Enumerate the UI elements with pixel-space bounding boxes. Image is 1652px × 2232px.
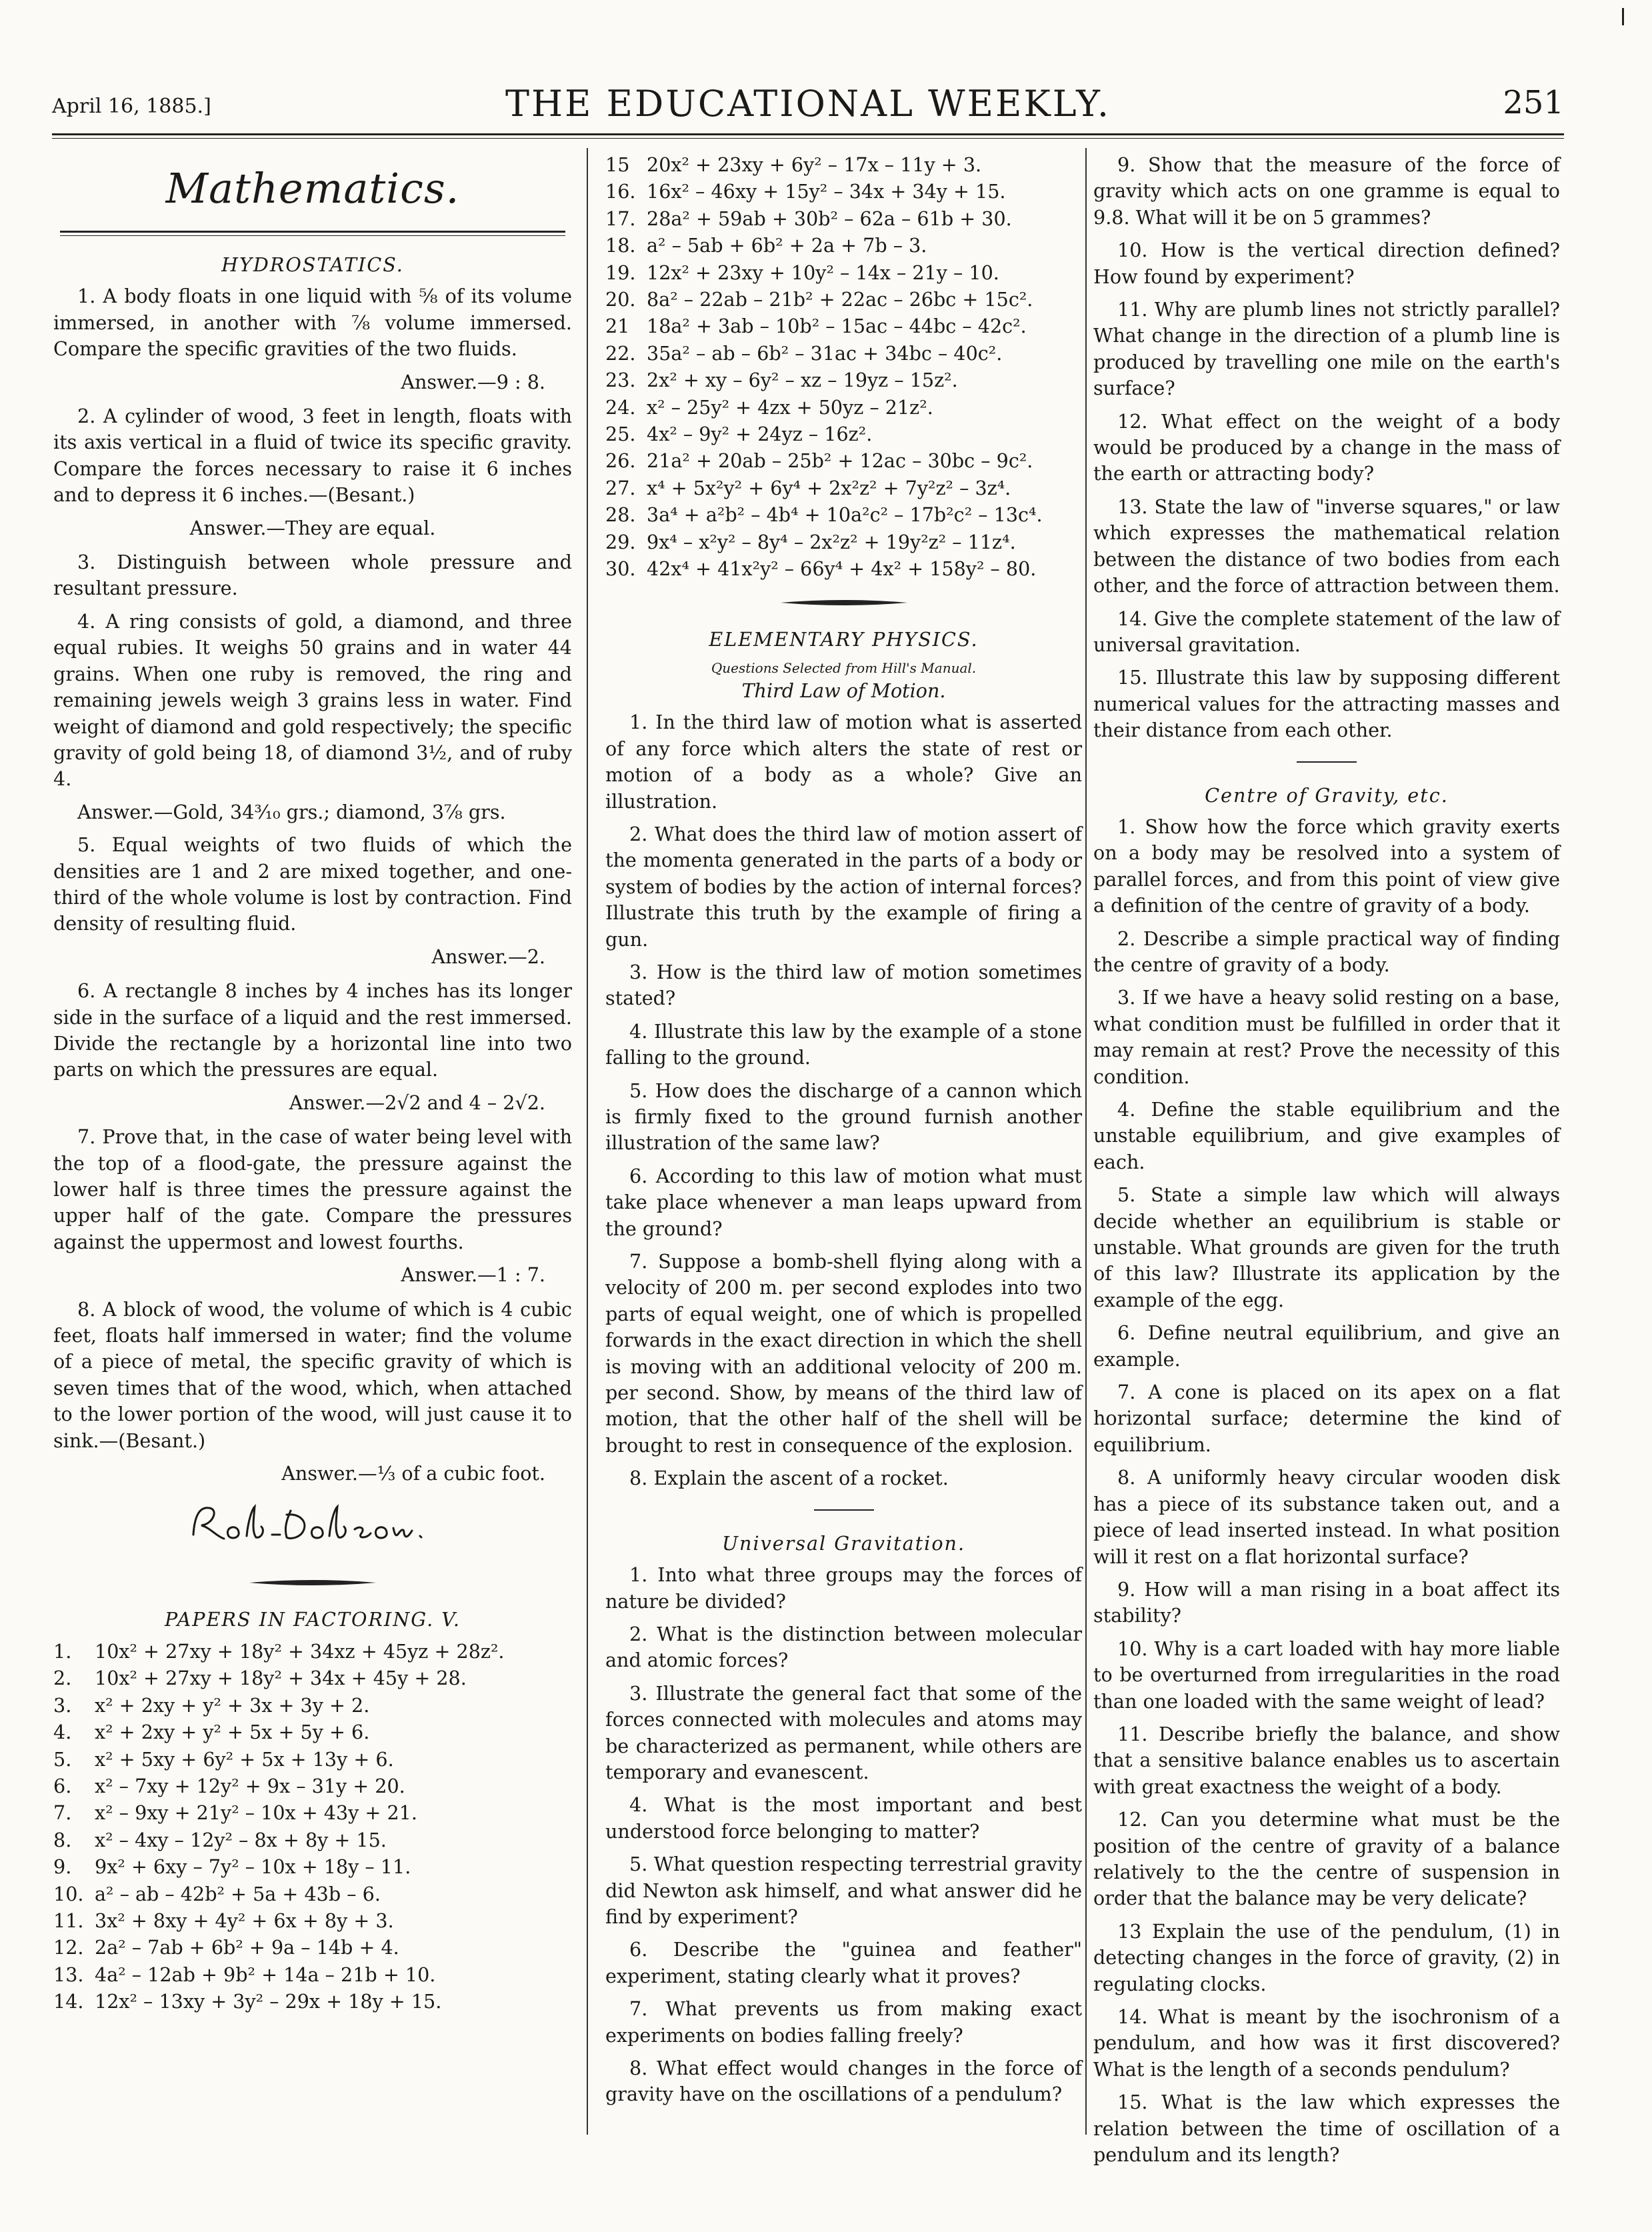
item-expression: 3x² + 8xy + 4y² + 6x + 8y + 3.	[95, 1909, 394, 1932]
answer: Answer.—⅓ of a cubic foot.	[281, 1462, 545, 1485]
item-expression: a² – ab – 42b² + 5a + 43b – 6.	[95, 1882, 381, 1905]
section-title: Mathematics.	[165, 164, 460, 213]
factoring-item	[53, 1747, 572, 1773]
item-number: 1.	[53, 1639, 72, 1663]
item-expression: a² – 5ab + 6b² + 2a + 7b – 3.	[647, 234, 927, 257]
question: 12. Can you determine what must be the position of the centre of gravity of a balance relatively to the the centre of suspension in order that the balance may be very delicate?	[1093, 1808, 1560, 1910]
item-expression: 12x² – 13xy + 3y² – 29x + 18y + 15.	[95, 1990, 442, 2013]
gravitation-heading: Universal Gravitation.	[721, 1531, 966, 1555]
question: 9. Show that the measure of the force of gravity which acts on one gramme is equal to 9.8. What will it be on 5 grammes?	[1093, 153, 1560, 229]
answer: Answer.—They are equal.	[189, 516, 436, 539]
question: 6. Describe the "guinea and feather" experiment, stating clearly what it proves?	[605, 1938, 1082, 1987]
physics-questions	[605, 709, 1082, 1491]
physics-heading: ELEMENTARY PHYSICS.	[709, 627, 979, 651]
factoring-item	[53, 1800, 572, 1826]
factoring-item	[605, 367, 1082, 393]
centre-of-gravity-questions	[1093, 814, 1560, 2169]
question: 4. Illustrate this law by the example of a stone falling to the ground.	[605, 1019, 1082, 1069]
item-number: 14.	[53, 1990, 84, 2013]
item-number: 2.	[53, 1667, 72, 1690]
factoring-item	[605, 179, 1082, 205]
factoring-item	[605, 475, 1082, 501]
item-expression: x² + 2xy + y² + 5x + 5y + 6.	[95, 1721, 370, 1744]
item-number: 29.	[605, 530, 636, 553]
item-expression: x⁴ + 5x²y² + 6y⁴ + 2x²z² + 7y²z² – 3z⁴.	[647, 476, 1011, 499]
column-left	[53, 152, 572, 2016]
question: 9. How will a man rising in a boat affect its stability?	[1093, 1577, 1560, 1627]
item-expression: 2x² + xy – 6y² – xz – 19yz – 15z².	[647, 369, 958, 392]
answer: Answer.—Gold, 34³⁄₁₀ grs.; diamond, 3⅞ grs.	[77, 800, 506, 823]
problem: 4. A ring consists of gold, a diamond, and three equal rubies. It weighs 50 grains and in water 44 grains. When one ruby is removed, the ring and remaining jewels weigh 3 grains less in water. Find weight of diamond and gold respectively; the specific gravity of gold being 18, of diamond 3½, and of ruby 4.	[53, 609, 572, 791]
factoring-list	[53, 1639, 572, 2015]
item-number: 13.	[53, 1963, 84, 1986]
item-number: 26.	[605, 449, 636, 473]
factoring-item	[53, 1935, 572, 1961]
factoring-item	[605, 233, 1082, 259]
item-number: 23.	[605, 369, 636, 392]
factoring-item	[53, 1962, 572, 1988]
item-number: 10.	[53, 1882, 84, 1905]
factoring-item	[53, 1989, 572, 2015]
item-expression: 16x² – 46xy + 15y² – 34x + 34y + 15.	[647, 180, 1006, 203]
problem: 6. A rectangle 8 inches by 4 inches has its longer side in the surface of a liquid and the rest immersed. Divide the rectangle by a horizontal line into two parts on which the pressures are equal.	[53, 979, 572, 1081]
item-number: 22.	[605, 341, 636, 365]
item-expression: x² + 2xy + y² + 3x + 3y + 2.	[95, 1693, 370, 1717]
item-expression: x² + 5xy + 6y² + 5x + 13y + 6.	[95, 1747, 394, 1771]
item-expression: x² – 7xy + 12y² + 9x – 31y + 20.	[95, 1774, 405, 1797]
question: 7. Suppose a bomb-shell flying along with a velocity of 200 m. per second explodes into two parts of equal weight, one of which is propelled forwards in the exact direction in which the shell is moving with an additional velocity of 200 m. per second. Show, by means of the third law of motion, that the other half of the shell will be brought to rest in consequence of the explosion.	[605, 1250, 1082, 1457]
item-number: 15	[605, 153, 630, 176]
centre-of-gravity-heading: Centre of Gravity, etc.	[1205, 783, 1449, 807]
item-expression: 35a² – ab – 6b² – 31ac + 34bc – 40c².	[647, 341, 1003, 365]
question: 7. A cone is placed on its apex on a flat horizontal surface; determine the kind of equilibrium.	[1093, 1381, 1560, 1456]
item-number: 9.	[53, 1855, 72, 1879]
item-number: 24.	[605, 395, 636, 419]
header-rule	[52, 133, 1564, 139]
page-header	[52, 79, 1564, 132]
question: 5. How does the discharge of a cannon which is firmly fixed to the ground furnish another illustration of the same law?	[605, 1079, 1082, 1155]
factoring-item	[605, 313, 1082, 339]
column-right	[1093, 152, 1560, 2175]
question: 6. Define neutral equilibrium, and give an example.	[1093, 1321, 1560, 1371]
question: 13. State the law of "inverse squares," or law which expresses the mathematical relation between the distance of two bodies from each other, and the force of attraction between them.	[1093, 495, 1560, 597]
item-number: 27.	[605, 476, 636, 499]
item-number: 18.	[605, 234, 636, 257]
factoring-item	[53, 1693, 572, 1719]
factoring-item	[53, 1773, 572, 1799]
question: 2. Describe a simple practical way of finding the centre of gravity of a body.	[1093, 927, 1560, 976]
item-number: 12.	[53, 1936, 84, 1959]
issue-date: April 16, 1885.]	[52, 95, 211, 118]
item-expression: 21a² + 20ab – 25b² + 12ac – 30bc – 9c².	[647, 449, 1033, 473]
item-expression: 8a² – 22ab – 21b² + 22ac – 26bc + 15c².	[647, 288, 1033, 311]
problem: 7. Prove that, in the case of water being level with the top of a flood-gate, the pressure against the lower half is three times the pressure against the upper half of the gate. Compare the pressures against the uppermost and lowest fourths.	[53, 1125, 572, 1253]
item-expression: 9x⁴ – x²y² – 8y⁴ – 2x²z² + 19y²z² – 11z⁴.	[647, 530, 1016, 553]
question: 10. How is the vertical direction defined? How found by experiment?	[1093, 239, 1560, 288]
factoring-item	[53, 1854, 572, 1880]
gravitation-questions	[605, 1562, 1082, 2108]
question: 1. Show how the force which gravity exerts on a body may be resolved into a system of parallel forces, and from this point of view give a definition of the centre of gravity of a body.	[1093, 815, 1560, 917]
question: 2. What does the third law of motion assert of the momenta generated in the parts of a body or system of bodies by the action of internal forces? Illustrate this truth by the example of firing a gun.	[605, 822, 1082, 951]
section-divider	[814, 1509, 874, 1511]
publication-title: THE EDUCATIONAL WEEKLY.	[505, 83, 1111, 125]
item-expression: 2a² – 7ab + 6b² + 9a – 14b + 4.	[95, 1936, 399, 1959]
problem: 8. A block of wood, the volume of which is 4 cubic feet, floats half immersed in water; find the volume of a piece of metal, the specific gravity of which is seven times that of the wood, which, when attached to the lower portion of the wood, will just cause it to sink.—(Besant.)	[53, 1297, 572, 1452]
item-expression: 42x⁴ + 41x²y² – 66y⁴ + 4x² + 158y² – 80.	[647, 557, 1037, 581]
question: 4. Define the stable equilibrium and the unstable equilibrium, and give examples of each.	[1093, 1098, 1560, 1173]
column-divider	[587, 148, 588, 2135]
item-number: 28.	[605, 503, 636, 527]
section-divider	[1297, 761, 1357, 763]
item-expression: 9x² + 6xy – 7y² – 10x + 18y – 11.	[95, 1855, 411, 1879]
item-expression: 10x² + 27xy + 18y² + 34xz + 45yz + 28z².	[95, 1639, 505, 1663]
item-number: 11.	[53, 1909, 84, 1932]
item-expression: x² – 25y² + 4zx + 50yz – 21z².	[647, 395, 933, 419]
item-number: 8.	[53, 1828, 72, 1851]
column-divider	[1085, 148, 1087, 2135]
factoring-item	[53, 1881, 572, 1907]
item-expression: x² – 4xy – 12y² – 8x + 8y + 15.	[95, 1828, 387, 1851]
question: 15. Illustrate this law by supposing different numerical values for the attracting masses and their distance from each other.	[1093, 666, 1560, 742]
page-number: 251	[1503, 84, 1564, 121]
question: 14. What is meant by the isochronism of a pendulum, and how was it first discovered? What is the length of a seconds pendulum?	[1093, 2005, 1560, 2081]
column-middle	[605, 152, 1082, 2115]
factoring-item	[53, 1908, 572, 1934]
item-expression: 10x² + 27xy + 18y² + 34x + 45y + 28.	[95, 1667, 467, 1690]
factoring-list-continued	[605, 152, 1082, 583]
question: 3. If we have a heavy solid resting on a base, what condition must be fulfilled in order that it may remain at rest? Prove the necessity of this condition.	[1093, 986, 1560, 1088]
factoring-item	[605, 421, 1082, 447]
question: 3. Illustrate the general fact that some of the forces connected with molecules and atoms may be characterized as permanent, while others are temporary and evanescent.	[605, 1681, 1082, 1783]
item-expression: 12x² + 23xy + 10y² – 14x – 21y – 10.	[647, 261, 999, 284]
factoring-item	[605, 556, 1082, 582]
gravitation-questions-continued	[1093, 152, 1560, 744]
question: 5. What question respecting terrestrial gravity did Newton ask himself, and what answer did he find by experiment?	[605, 1853, 1082, 1928]
factoring-item	[605, 529, 1082, 555]
problem: 2. A cylinder of wood, 3 feet in length, floats with its axis vertical in a fluid of twice its specific gravity. Compare the forces necessary to raise it 6 inches and to depress it 6 inches.—(Besant.)	[53, 405, 572, 507]
question: 11. Why are plumb lines not strictly parallel? What change in the direction of a plumb line is produced by travelling one mile on the earth's surface?	[1093, 298, 1560, 400]
physics-subheading: Third Law of Motion.	[741, 679, 946, 702]
factoring-item	[605, 341, 1082, 367]
factoring-item	[53, 1639, 572, 1665]
question: 5. State a simple law which will always decide whether an equilibrium is stable or unstable. What grounds are given for the truth of this law? Illustrate its application by the example of the egg.	[1093, 1183, 1560, 1311]
section-rule	[60, 231, 565, 236]
item-expression: 20x² + 23xy + 6y² – 17x – 11y + 3.	[647, 153, 982, 176]
question: 10. Why is a cart loaded with hay more liable to be overturned from irregularities in the road than one loaded with the same weight of lead?	[1093, 1637, 1560, 1713]
problem: 3. Distinguish between whole pressure and resultant pressure.	[53, 551, 572, 600]
question: 6. According to this law of motion what must take place whenever a man leaps upward from the ground?	[605, 1164, 1082, 1240]
question: 12. What effect on the weight of a body would be produced by a change in the mass of the earth or attracting body?	[1093, 409, 1560, 485]
item-number: 5.	[53, 1747, 72, 1771]
problem: 1. A body floats in one liquid with ⅝ of its volume immersed, in another with ⅞ volume immersed. Compare the specific gravities of the two fluids.	[53, 285, 572, 361]
answer: Answer.—2.	[431, 945, 545, 968]
question: 3. How is the third law of motion sometimes stated?	[605, 960, 1082, 1010]
factoring-item	[53, 1827, 572, 1853]
question: 8. Explain the ascent of a rocket.	[629, 1467, 949, 1490]
item-number: 17.	[605, 207, 636, 230]
item-expression: 3a⁴ + a²b² – 4b⁴ + 10a²c² – 17b²c² – 13c⁴.	[647, 503, 1043, 527]
item-number: 21	[605, 315, 630, 338]
question: 4. What is the most important and best understood force belonging to matter?	[605, 1793, 1082, 1843]
item-expression: 4x² – 9y² + 24yz – 16z².	[647, 423, 873, 446]
factoring-item	[605, 502, 1082, 528]
factoring-heading: PAPERS IN FACTORING. V.	[165, 1608, 461, 1631]
item-expression: 28a² + 59ab + 30b² – 62a – 61b + 30.	[647, 207, 1012, 230]
item-number: 4.	[53, 1721, 72, 1744]
question: 8. What effect would changes in the force of gravity have on the oscillations of a pendulum?	[605, 2057, 1082, 2106]
problem: 5. Equal weights of two fluids of which the densities are 1 and 2 are mixed together, and one-third of the whole volume is lost by contraction. Find density of resulting fluid.	[53, 833, 572, 935]
item-number: 3.	[53, 1693, 72, 1717]
item-number: 19.	[605, 261, 636, 284]
section-divider	[249, 1579, 376, 1587]
item-number: 20.	[605, 288, 636, 311]
factoring-item	[605, 206, 1082, 232]
question: 8. A uniformly heavy circular wooden disk has a piece of its substance taken out, and a piece of lead inserted instead. In what position will it rest on a flat horizontal surface?	[1093, 1466, 1560, 1568]
answer: Answer.—9 : 8.	[401, 370, 545, 393]
question: 1. In the third law of motion what is asserted of any force which alters the state of rest or motion of a body as a whole? Give an illustration.	[605, 711, 1082, 813]
hydrostatics-heading: HYDROSTATICS.	[221, 253, 404, 276]
question: 7. What prevents us from making exact experiments on bodies falling freely?	[605, 1997, 1082, 2047]
factoring-item	[605, 260, 1082, 286]
question: 15. What is the law which expresses the relation between the time of oscillation of a pendulum and its length?	[1093, 2091, 1560, 2167]
item-expression: 4a² – 12ab + 9b² + 14a – 21b + 10.	[95, 1963, 436, 1986]
author-signature	[187, 1501, 572, 1548]
item-expression: x² – 9xy + 21y² – 10x + 43y + 21.	[95, 1801, 417, 1825]
section-divider	[781, 599, 907, 607]
item-number: 6.	[53, 1774, 72, 1797]
factoring-item	[605, 287, 1082, 313]
corner-mark	[1622, 8, 1624, 25]
question: 14. Give the complete statement of the law of universal gravitation.	[1093, 607, 1560, 656]
factoring-item	[605, 448, 1082, 474]
factoring-item	[605, 152, 1082, 178]
factoring-item	[53, 1665, 572, 1691]
question: 1. Into what three groups may the forces of nature be divided?	[605, 1563, 1082, 1613]
item-number: 25.	[605, 423, 636, 446]
answer: Answer.—1 : 7.	[401, 1263, 545, 1287]
item-expression: 18a² + 3ab – 10b² – 15ac – 44bc – 42c².	[647, 315, 1027, 338]
physics-source: Questions Selected from Hill's Manual.	[711, 659, 977, 676]
answer: Answer.—2√2 and 4 – 2√2.	[289, 1091, 545, 1114]
item-number: 16.	[605, 180, 636, 203]
item-number: 30.	[605, 557, 636, 581]
item-number: 7.	[53, 1801, 72, 1825]
question: 11. Describe briefly the balance, and show that a sensitive balance enables us to ascertain with great exactness the weight of a body.	[1093, 1722, 1560, 1798]
factoring-item	[53, 1719, 572, 1745]
question: 13 Explain the use of the pendulum, (1) in detecting changes in the force of gravity, (2) in regulating clocks.	[1093, 1919, 1560, 1995]
question: 2. What is the distinction between molecular and atomic forces?	[605, 1622, 1082, 1672]
factoring-item	[605, 395, 1082, 421]
